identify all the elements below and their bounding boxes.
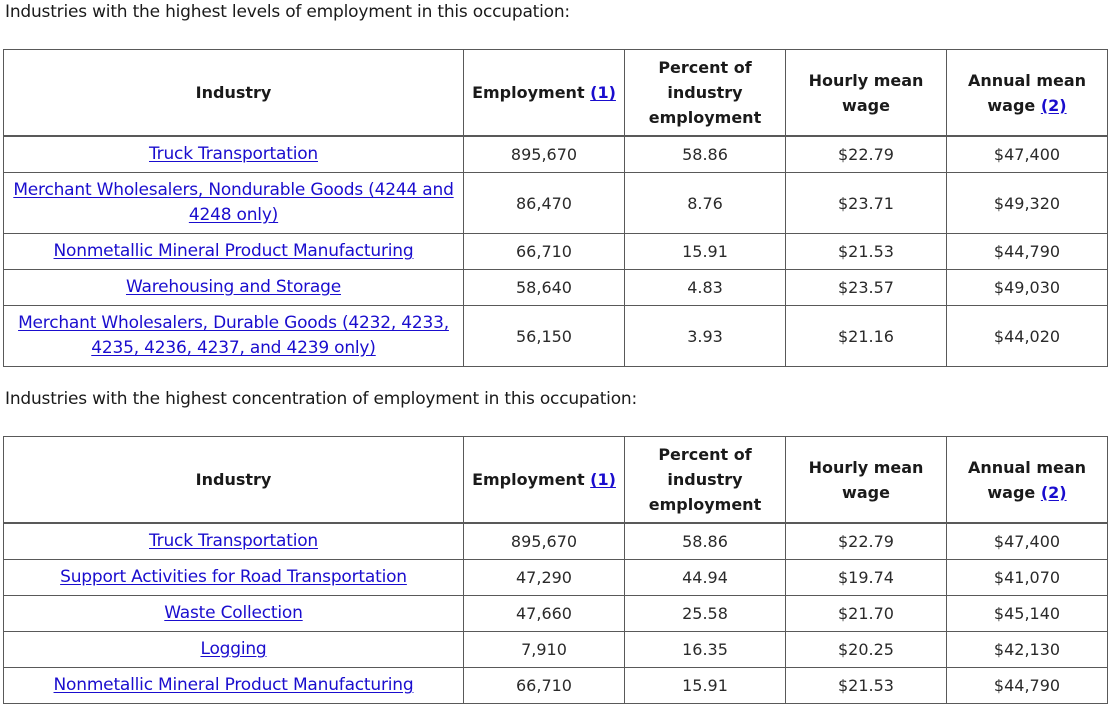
industry-cell: [4, 632, 464, 668]
industry-cell: [4, 523, 464, 560]
industry-link[interactable]: Merchant Wholesalers, Durable Goods (4232, 4233, 4235, 4236, 4237, and 4239 only): [18, 313, 449, 358]
industry-link[interactable]: Truck Transportation: [149, 144, 318, 164]
annual-wage-header-label: Annual mean wage: [967, 457, 1087, 502]
industry-cell: [4, 173, 464, 234]
table-row: [4, 596, 1108, 632]
percent-cell: 15.91: [625, 234, 786, 270]
employment-cell: 895,670: [464, 136, 625, 173]
percent-cell: 3.93: [625, 306, 786, 367]
annual-wage-cell: $47,400: [947, 136, 1108, 173]
table-row: [4, 560, 1108, 596]
table-header-row: [4, 437, 1108, 524]
table-row: [4, 234, 1108, 270]
footnote-1-link[interactable]: (1): [590, 83, 616, 102]
footnote-1-link[interactable]: (1): [590, 470, 616, 489]
table-header-row: [4, 50, 1108, 137]
table-row: [4, 136, 1108, 173]
percent-header: Percent of industry employment: [625, 437, 786, 524]
employment-header: [464, 437, 625, 524]
industry-link[interactable]: Merchant Wholesalers, Nondurable Goods (4244 and 4248 only): [13, 180, 454, 225]
industry-link[interactable]: Warehousing and Storage: [125, 277, 341, 297]
footnote-2-link[interactable]: (2): [1040, 95, 1067, 115]
percent-cell: 58.86: [625, 523, 786, 560]
table-row: [4, 306, 1108, 367]
employment-cell: 86,470: [464, 173, 625, 234]
annual-wage-cell: $44,790: [947, 234, 1108, 270]
hourly-wage-cell: $21.70: [786, 596, 947, 632]
industry-header: Industry: [4, 437, 464, 524]
industry-cell: [4, 668, 464, 704]
industry-link[interactable]: Waste Collection: [164, 603, 303, 623]
percent-cell: 44.94: [625, 560, 786, 596]
industry-link[interactable]: Truck Transportation: [149, 531, 318, 551]
industry-cell: [4, 270, 464, 306]
levels-employment-table: [3, 49, 1108, 367]
table2-caption: Industries with the highest concentration of employment in this occupation:: [5, 389, 638, 409]
annual-wage-cell: $42,130: [947, 632, 1108, 668]
percent-cell: 16.35: [625, 632, 786, 668]
annual-wage-header-label: Annual mean wage: [967, 70, 1087, 115]
table1-caption: Industries with the highest levels of employment in this occupation:: [5, 2, 570, 22]
employment-cell: 66,710: [464, 234, 625, 270]
percent-cell: 15.91: [625, 668, 786, 704]
annual-wage-cell: $49,320: [947, 173, 1108, 234]
hourly-wage-cell: $21.53: [786, 668, 947, 704]
industry-link[interactable]: Nonmetallic Mineral Product Manufacturing: [53, 241, 414, 261]
table-row: [4, 270, 1108, 306]
hourly-wage-cell: $22.79: [786, 523, 947, 560]
industry-cell: [4, 560, 464, 596]
annual-wage-cell: $44,020: [947, 306, 1108, 367]
employment-cell: 66,710: [464, 668, 625, 704]
industry-header: Industry: [4, 50, 464, 137]
industry-link[interactable]: Logging: [200, 639, 267, 659]
table-row: [4, 173, 1108, 234]
employment-cell: 7,910: [464, 632, 625, 668]
employment-cell: 58,640: [464, 270, 625, 306]
hourly-wage-cell: $23.57: [786, 270, 947, 306]
annual-wage-header: [947, 437, 1108, 524]
annual-wage-cell: $44,790: [947, 668, 1108, 704]
annual-wage-cell: $41,070: [947, 560, 1108, 596]
annual-wage-cell: $47,400: [947, 523, 1108, 560]
annual-wage-header: [947, 50, 1108, 137]
industry-link[interactable]: Nonmetallic Mineral Product Manufacturing: [53, 675, 414, 695]
employment-cell: 895,670: [464, 523, 625, 560]
percent-cell: 25.58: [625, 596, 786, 632]
hourly-wage-cell: $19.74: [786, 560, 947, 596]
hourly-wage-header: Hourly mean wage: [786, 50, 947, 137]
employment-header-label: Employment: [472, 470, 585, 489]
industry-cell: [4, 596, 464, 632]
annual-wage-cell: $49,030: [947, 270, 1108, 306]
table-row: [4, 523, 1108, 560]
employment-header: [464, 50, 625, 137]
industry-cell: [4, 234, 464, 270]
employment-header-label: Employment: [472, 83, 585, 102]
industry-cell: [4, 306, 464, 367]
hourly-wage-cell: $22.79: [786, 136, 947, 173]
employment-cell: 47,660: [464, 596, 625, 632]
annual-wage-cell: $45,140: [947, 596, 1108, 632]
percent-cell: 4.83: [625, 270, 786, 306]
hourly-wage-cell: $21.16: [786, 306, 947, 367]
hourly-wage-cell: $20.25: [786, 632, 947, 668]
table-row: [4, 668, 1108, 704]
industry-link[interactable]: Support Activities for Road Transportation: [60, 567, 407, 587]
concentration-employment-table: [3, 436, 1108, 704]
percent-cell: 8.76: [625, 173, 786, 234]
industry-cell: [4, 136, 464, 173]
employment-cell: 47,290: [464, 560, 625, 596]
table-row: [4, 632, 1108, 668]
hourly-wage-cell: $23.71: [786, 173, 947, 234]
percent-header: Percent of industry employment: [625, 50, 786, 137]
percent-cell: 58.86: [625, 136, 786, 173]
hourly-wage-header: Hourly mean wage: [786, 437, 947, 524]
employment-cell: 56,150: [464, 306, 625, 367]
footnote-2-link[interactable]: (2): [1040, 482, 1067, 502]
hourly-wage-cell: $21.53: [786, 234, 947, 270]
